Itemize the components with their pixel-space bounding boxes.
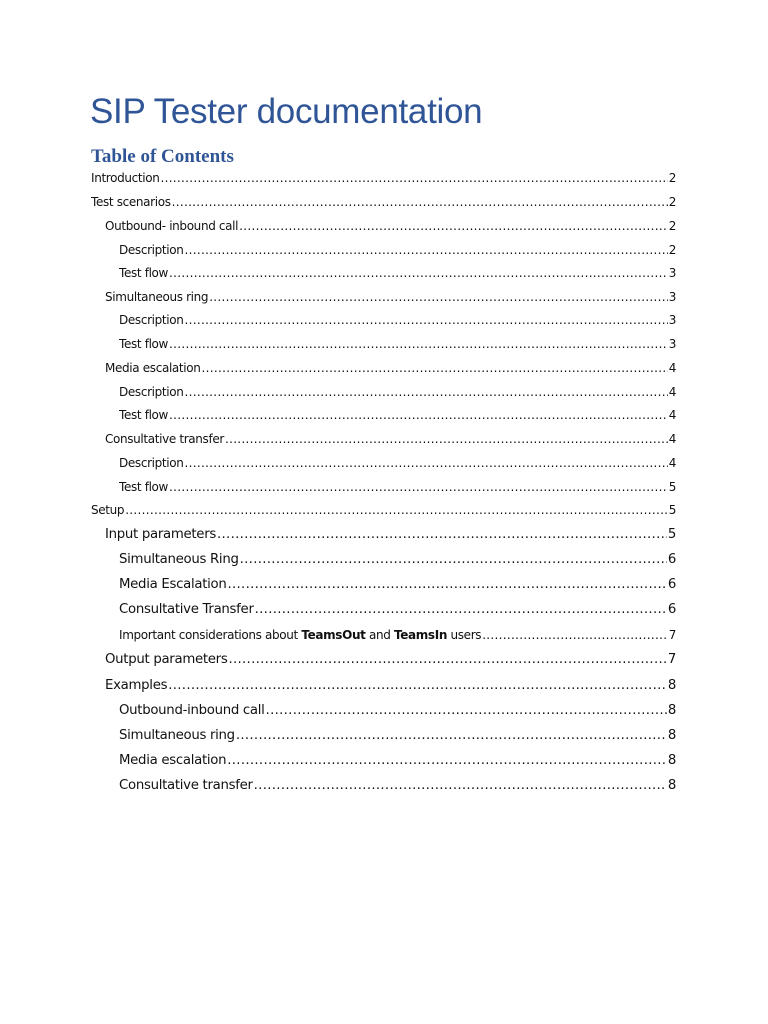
toc-entry-media-escalation-setup[interactable] [119,575,676,595]
toc-entry-simultaneous-ring-example[interactable] [119,726,676,746]
toc-entry-label: Test scenarios [91,195,171,209]
toc-entry-label: Test flow [119,266,169,280]
toc-entry-label: Input parameters [105,527,216,542]
toc-entry-label: Setup [91,503,125,517]
toc-entry-label: Output parameters [105,652,228,667]
toc-page-number: 8 [667,728,676,743]
toc-entry-introduction[interactable] [91,169,676,187]
toc-page-number: 3 [668,337,676,351]
toc-entry-important-considerations[interactable] [119,626,676,644]
toc-entry-label: Consultative Transfer [119,602,254,617]
toc-page-number: 3 [668,266,676,280]
toc-page-number: 8 [667,703,676,718]
toc-entry-label: Introduction [91,171,160,185]
toc-page-number: 5 [668,480,676,494]
toc-heading: Table of Contents [91,146,234,167]
toc-dot-leader [217,525,667,545]
toc-entry-outbound-inbound-call-example[interactable] [119,701,676,721]
toc-dot-leader [209,288,668,306]
toc-page-number: 2 [668,171,676,185]
toc-dot-leader [185,383,668,401]
toc-page-number: 8 [667,678,676,693]
toc-entry-media-escalation-example[interactable] [119,751,676,771]
toc-entry-description[interactable] [119,454,676,472]
toc-dot-leader [160,169,667,187]
toc-dot-leader [236,726,667,746]
toc-entry-test-flow[interactable] [119,406,676,424]
toc-page-number: 3 [668,313,676,327]
toc-page-number: 2 [668,243,676,257]
toc-entry-description[interactable] [119,383,676,401]
toc-dot-leader [227,751,667,771]
toc-dot-leader [169,264,668,282]
toc-page-number: 6 [667,602,676,617]
toc-dot-leader [255,600,667,620]
toc-dot-leader [225,430,668,448]
toc-dot-leader [266,701,667,721]
toc-label-teamsout: TeamsOut [301,628,366,642]
toc-label-suffix: users [447,628,482,642]
toc-dot-leader [239,217,668,235]
toc-entry-label: Examples [105,678,168,693]
toc-label-middle: and [365,628,394,642]
toc-dot-leader [172,193,668,211]
toc-entry-setup[interactable] [91,501,676,519]
toc-dot-leader [185,454,668,472]
toc-dot-leader [169,406,668,424]
toc-dot-leader [185,311,668,329]
toc-entry-label: Description [119,456,184,470]
toc-entry-label: Outbound-inbound call [119,703,265,718]
toc-entry-test-flow[interactable] [119,335,676,353]
toc-entry-label: Description [119,313,184,327]
toc-entry-label: Test flow [119,408,169,422]
toc-dot-leader [169,478,668,496]
toc-entry-label: Consultative transfer [119,778,253,793]
toc-entry-label: Simultaneous Ring [119,552,239,567]
toc-entry-label: Test flow [119,480,169,494]
toc-entry-simultaneous-ring[interactable] [105,288,676,306]
toc-entry-label: Media escalation [105,361,201,375]
toc-page-number: 4 [668,432,676,446]
toc-entry-consultative-transfer-setup[interactable] [119,600,676,620]
toc-page-number: 8 [667,778,676,793]
toc-entry-label: Consultative transfer [105,432,224,446]
toc-entry-output-parameters[interactable] [105,650,676,670]
toc-page-number: 8 [667,753,676,768]
toc-page-number: 7 [667,652,676,667]
toc-entry-test-flow[interactable] [119,478,676,496]
toc-dot-leader [168,676,667,696]
toc-entry-media-escalation[interactable] [105,359,676,377]
toc-entry-description[interactable] [119,311,676,329]
toc-entry-description[interactable] [119,241,676,259]
toc-label-teamsin: TeamsIn [394,628,448,642]
toc-entry-label [119,626,481,644]
toc-entry-label: Description [119,385,184,399]
toc-page-number: 7 [668,628,676,642]
toc-page-number: 4 [668,385,676,399]
toc-page-number: 6 [667,577,676,592]
toc-entry-test-flow[interactable] [119,264,676,282]
toc-page-number: 3 [668,290,676,304]
toc-entry-examples[interactable] [105,676,676,696]
toc-entry-label: Media Escalation [119,577,227,592]
toc-dot-leader [185,241,668,259]
toc-entry-simultaneous-ring-setup[interactable] [119,550,676,570]
toc-entry-label: Media escalation [119,753,227,768]
toc-dot-leader [240,550,667,570]
toc-dot-leader [227,575,666,595]
toc-page-number: 4 [668,361,676,375]
toc-page-number: 5 [668,503,676,517]
toc-dot-leader [254,776,667,796]
toc-dot-leader [125,501,668,519]
toc-page-number: 4 [668,456,676,470]
toc-entry-input-parameters[interactable] [105,525,676,545]
toc-entry-test-scenarios[interactable] [91,193,676,211]
toc-entry-consultative-transfer[interactable] [105,430,676,448]
toc-page-number: 2 [668,195,676,209]
toc-page-number: 2 [668,219,676,233]
toc-entry-label: Test flow [119,337,169,351]
toc-entry-outbound-inbound-call[interactable] [105,217,676,235]
toc-dot-leader [228,650,666,670]
toc-page-number: 5 [667,527,676,542]
toc-entry-consultative-transfer-example[interactable] [119,776,676,796]
toc-entry-label: Simultaneous ring [119,728,235,743]
toc-entry-label: Outbound- inbound call [105,219,239,233]
toc-page-number: 6 [667,552,676,567]
toc-dot-leader [202,359,668,377]
toc-entry-label: Simultaneous ring [105,290,209,304]
toc-label-prefix: Important considerations about [119,628,302,642]
toc-dot-leader [169,335,668,353]
toc-entry-label: Description [119,243,184,257]
document-title: SIP Tester documentation [90,92,483,131]
toc-dot-leader [482,626,668,644]
toc-page-number: 4 [668,408,676,422]
